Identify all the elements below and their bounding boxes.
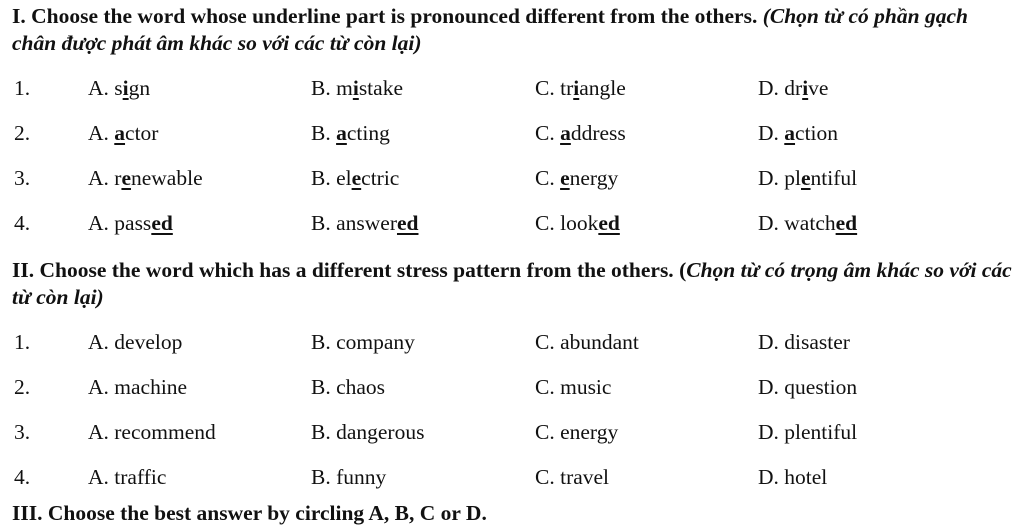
option-text: B. answer — [311, 211, 397, 235]
section-1-question — [0, 166, 1024, 196]
option-c: C. energy — [535, 420, 619, 444]
option-d — [758, 166, 857, 191]
option-text: ctor — [125, 121, 159, 145]
underlined-part: e — [121, 166, 131, 190]
underlined-part: ed — [598, 211, 620, 235]
option-a — [88, 121, 158, 146]
option-text: D. — [758, 121, 785, 145]
underlined-part: ed — [151, 211, 173, 235]
option-d — [758, 76, 828, 101]
option-text: B. m — [311, 76, 353, 100]
option-text: gn — [128, 76, 151, 100]
option-text: stake — [358, 76, 403, 100]
question-number: 3. — [14, 420, 31, 444]
question-number: 1. — [14, 330, 31, 354]
option-b — [311, 121, 390, 146]
question-number: 2. — [14, 375, 31, 399]
option-text: A. r — [88, 166, 122, 190]
option-b — [311, 166, 399, 191]
option-text: ntiful — [810, 166, 858, 190]
underlined-part: a — [336, 121, 347, 145]
option-text: C. tr — [535, 76, 574, 100]
option-text: cting — [346, 121, 390, 145]
option-d: D. plentiful — [758, 420, 858, 444]
option-text: angle — [579, 76, 626, 100]
option-text: C. — [535, 166, 561, 190]
option-text: D. watch — [758, 211, 836, 235]
option-d — [758, 211, 857, 236]
option-a: A. traffic — [88, 465, 167, 489]
question-number: 4. — [14, 211, 31, 235]
option-text: A. — [88, 121, 115, 145]
option-b: B. funny — [311, 465, 387, 489]
option-c: C. travel — [535, 465, 610, 489]
option-a: A. develop — [88, 330, 183, 354]
option-d: D. hotel — [758, 465, 828, 489]
underlined-part: a — [784, 121, 796, 145]
section-2-question — [0, 465, 1024, 495]
option-d: D. question — [758, 375, 858, 399]
option-b: B. dangerous — [311, 420, 425, 444]
option-text: nergy — [569, 166, 619, 190]
option-a — [88, 166, 203, 191]
underlined-part: e — [801, 166, 811, 190]
question-number: 3. — [14, 166, 31, 190]
option-text: ddress — [570, 121, 626, 145]
underlined-part: i — [122, 76, 129, 100]
option-a — [88, 211, 173, 236]
section-2-question — [0, 375, 1024, 405]
option-c: C. abundant — [535, 330, 639, 354]
underlined-part: e — [560, 166, 570, 190]
section-1-question — [0, 211, 1024, 241]
option-text: B. el — [311, 166, 352, 190]
question-number: 4. — [14, 465, 31, 489]
underlined-part: ed — [835, 211, 858, 235]
section-2-note-open: ( — [679, 258, 687, 282]
underlined-part: i — [802, 76, 809, 100]
option-text: newable — [130, 166, 203, 190]
underlined-part: i — [573, 76, 580, 100]
section-3-title: III. Choose the best answer by circling A, B, C or D. — [12, 501, 487, 525]
section-1-question — [0, 121, 1024, 151]
option-text: C. — [535, 121, 561, 145]
option-c — [535, 166, 618, 191]
option-c — [535, 211, 620, 236]
option-text: A. s — [88, 76, 123, 100]
option-text: ve — [808, 76, 829, 100]
option-b — [311, 211, 418, 236]
option-d: D. disaster — [758, 330, 850, 354]
section-1-question — [0, 76, 1024, 106]
section-2-title: II. Choose the word which has a different stress pattern from the others. — [12, 258, 674, 282]
option-text: D. dr — [758, 76, 803, 100]
option-a: A. machine — [88, 375, 188, 399]
section-3-heading — [12, 500, 1012, 527]
option-d — [758, 121, 838, 146]
underlined-part: a — [114, 121, 126, 145]
option-a: A. recommend — [88, 420, 216, 444]
option-c: C. music — [535, 375, 612, 399]
option-text: C. look — [535, 211, 599, 235]
option-text: B. — [311, 121, 337, 145]
option-c — [535, 121, 626, 146]
question-number: 1. — [14, 76, 31, 100]
option-text: A. pass — [88, 211, 152, 235]
section-2-question — [0, 420, 1024, 450]
option-text: D. pl — [758, 166, 801, 190]
option-b: B. company — [311, 330, 415, 354]
option-b: B. chaos — [311, 375, 386, 399]
question-number: 2. — [14, 121, 31, 145]
section-1-heading — [12, 3, 1012, 57]
underlined-part: a — [560, 121, 571, 145]
section-2-note: Chọn từ có trọng âm khác so với các từ còn lại) — [12, 258, 1012, 309]
section-1-title: I. Choose the word whose underline part is pronounced different from the others. — [12, 4, 758, 28]
underlined-part: ed — [396, 211, 419, 235]
section-1-note: (Chọn từ có phần gạch chân được phát âm khác so với các từ còn lại) — [12, 4, 968, 55]
section-2-heading — [12, 257, 1012, 311]
option-a — [88, 76, 150, 101]
section-2-question — [0, 330, 1024, 360]
option-b — [311, 76, 403, 101]
underlined-part: e — [351, 166, 362, 190]
option-c — [535, 76, 626, 101]
option-text: ction — [795, 121, 839, 145]
underlined-part: i — [352, 76, 359, 100]
option-text: ctric — [361, 166, 400, 190]
